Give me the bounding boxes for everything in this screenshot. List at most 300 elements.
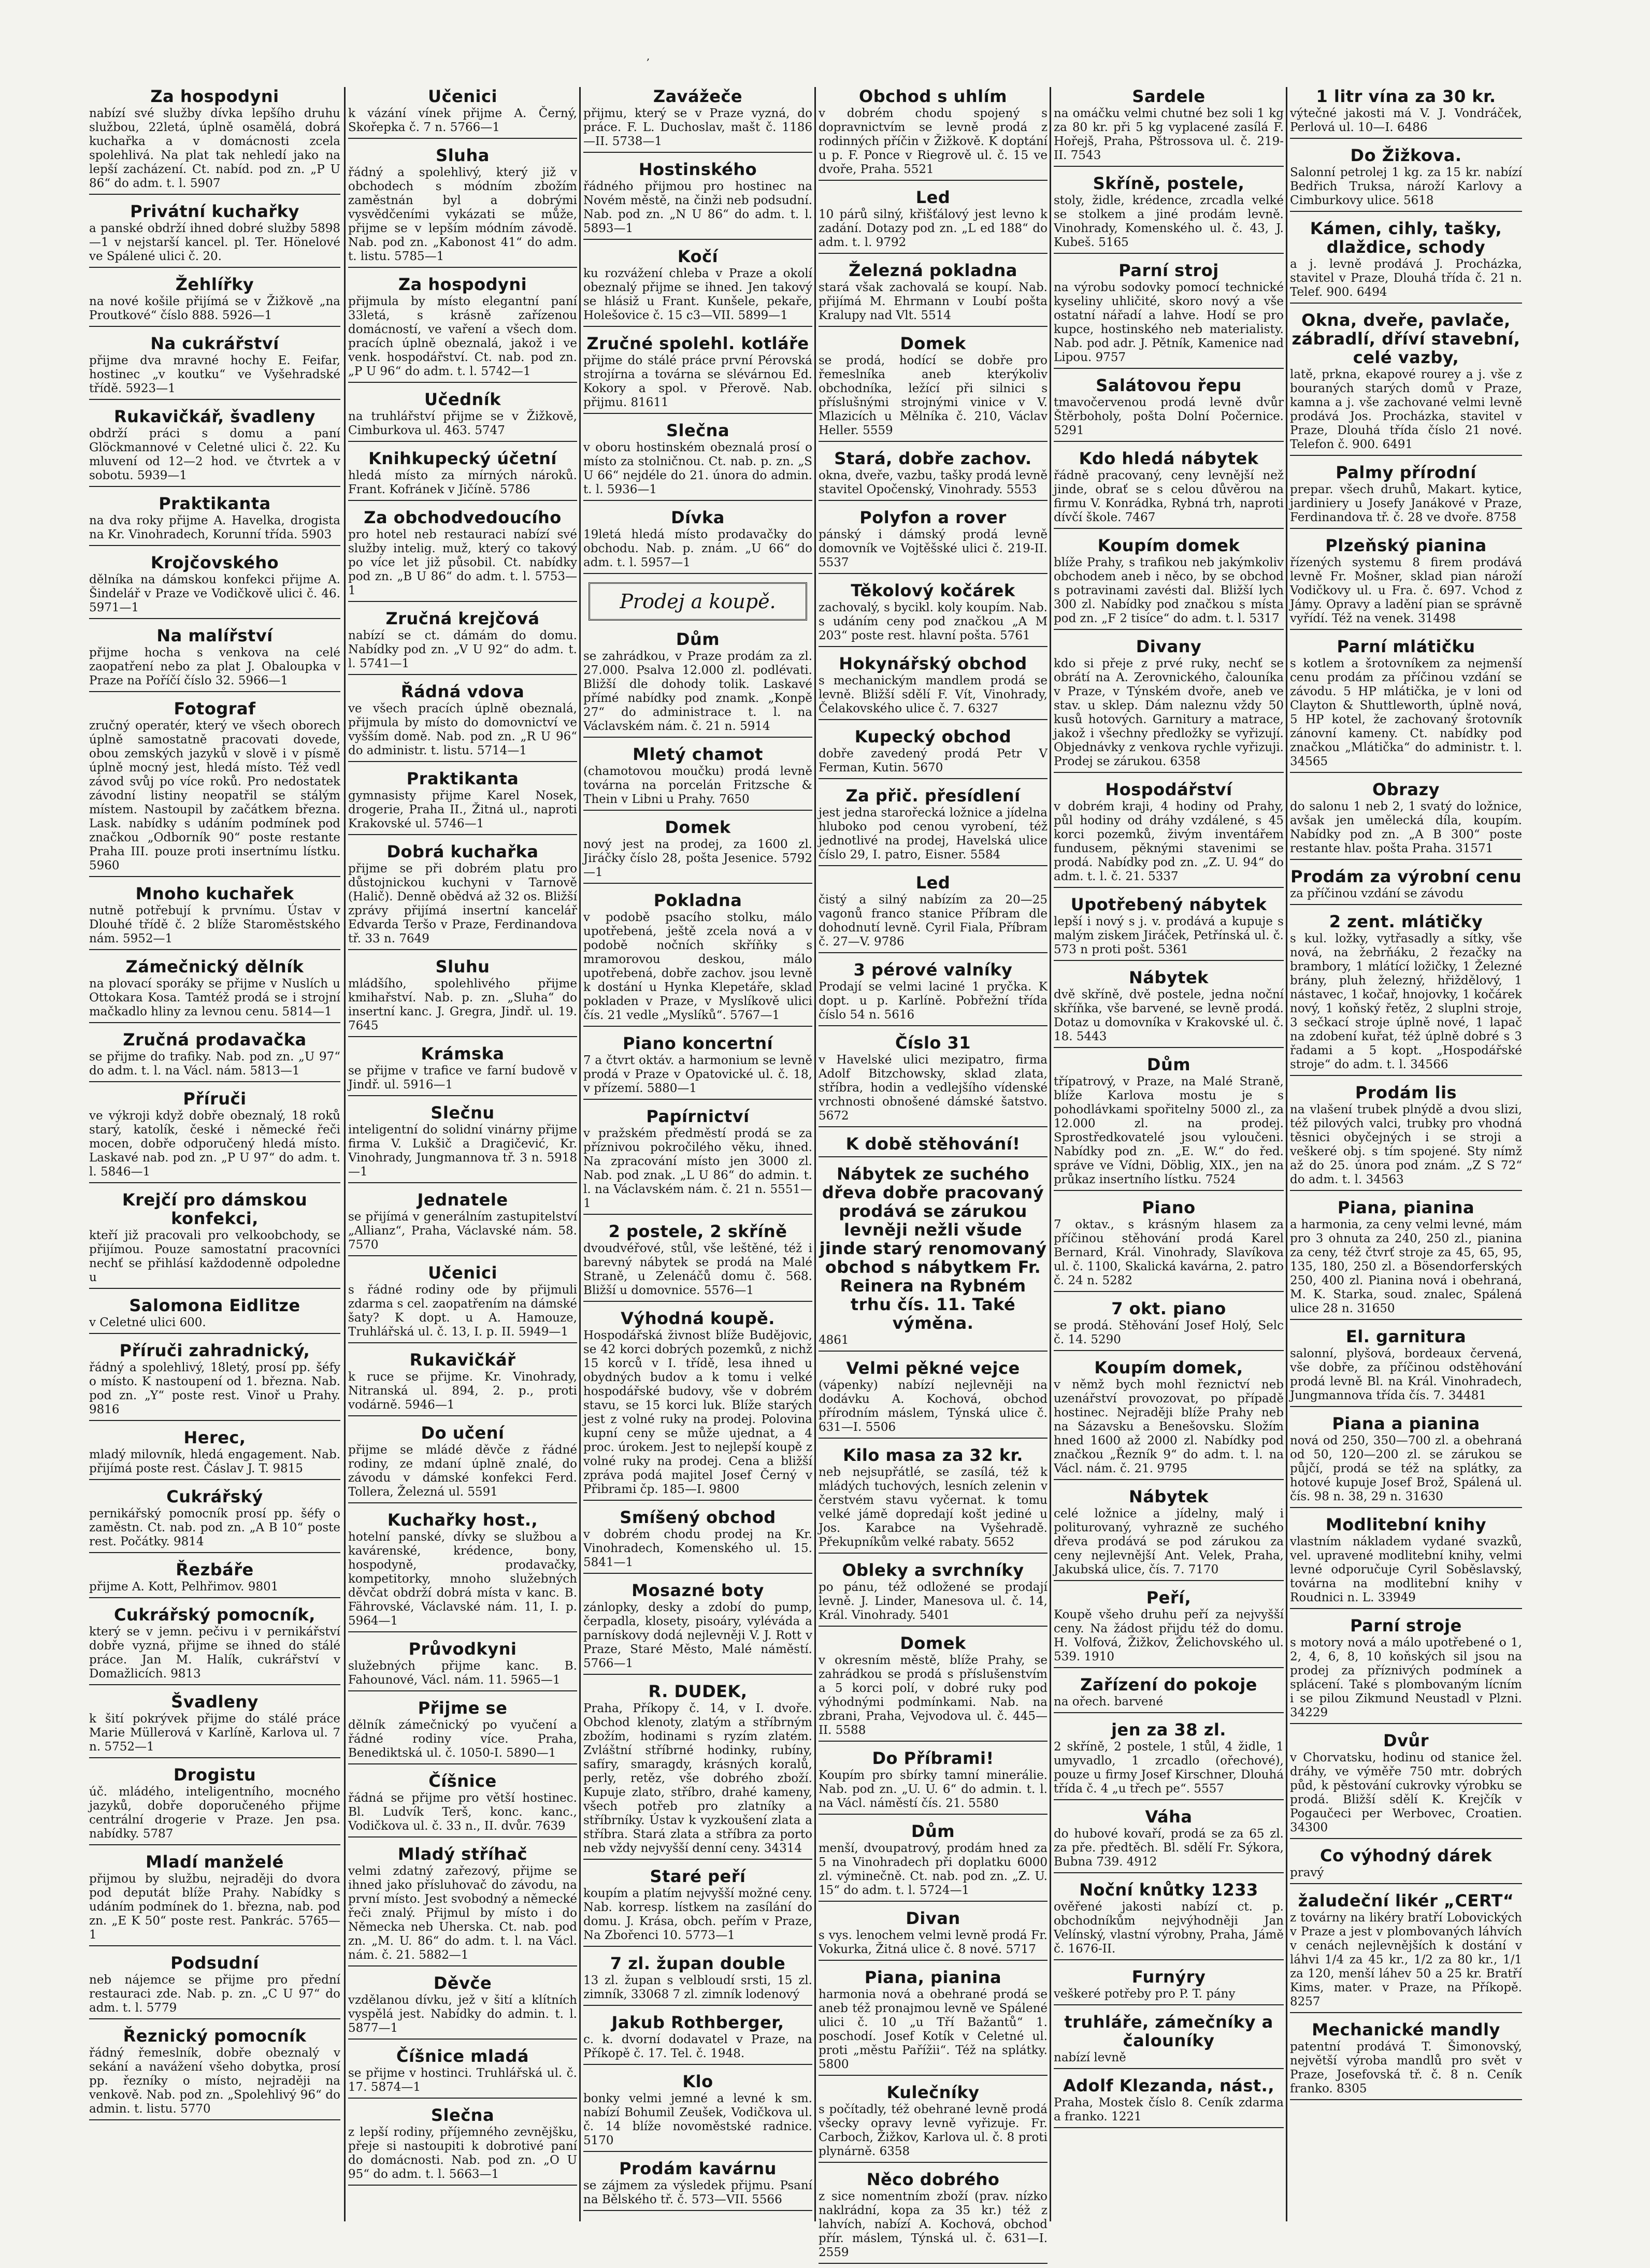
ad-separator [1290,772,1522,773]
ad-title: Za přič. přesídlení [845,786,1021,806]
ad-title: Adolf Klezanda, nást., [1063,2076,1274,2095]
classified-ad [1054,968,1284,1048]
ad-separator [819,1156,1048,1157]
ad-separator [348,2098,577,2099]
ad-title: Dům [911,1821,955,1841]
column-5 [1054,87,1284,2221]
ad-title: Co výhodný dárek [1319,1846,1493,1865]
ad-title: Domek [900,1633,966,1653]
classified-ad [348,1511,577,1632]
classified-ad [348,449,577,501]
ad-separator [348,834,577,835]
ad-title: Divan [906,1908,960,1928]
ad-title: Kupecký obchod [854,727,1012,747]
ad-title: Furnýry [1131,1967,1206,1987]
ad-separator [819,1025,1048,1026]
ad-text: řádný a spolehlivý, 18letý, prosí pp. šéfy o místo. K nastoupení od 1. března. Nab. pod zn. „Y“ poste rest. Vinoř u Prahy. 9816 [89,1361,340,1416]
ad-separator [1290,528,1522,529]
ad-separator [583,500,812,501]
classified-ad [89,202,340,268]
classified-ad [819,1165,1048,1352]
ad-text: celé ložnice a jídelny, malý i politurovaný, vyhrazně ze suchého dřeva prodává se pod zárukou za ceny nejlevnější Ant. Velek, Praha, Jakubská ulice, čís. 7. 7170 [1054,1507,1284,1576]
ad-separator [348,674,577,675]
ad-separator [1290,211,1522,212]
ad-separator [89,876,340,877]
ad-text: veškeré potřeby pro P. T. pány [1054,1987,1236,2001]
ad-title: Na cukrářství [150,334,279,353]
classified-ad [1054,2013,1284,2069]
ad-text: řádná se přijme pro větší hostinec. Bl. Ludvík Terš, konc. kanc., Vodičkova ul. č. 33 n., II. dvůr. 7639 [348,1791,577,1833]
ad-text: bonky velmi jemné a levné k sm. nabízí Bohumil Zeušek, Vodičkova ul. č. 14 blíže novoměstské radnice. 5170 [583,2092,812,2147]
ad-separator [1054,1047,1284,1048]
ad-text: 7 oktav., s krásným hlasem za příčinou stěhování prodá Karel Bernard, Král. Vinohrady, Slavíkova ul. č. 1100, Skalická kavárna, 2. patro č. 24 n. 5282 [1054,1218,1284,1287]
ad-separator [1290,1319,1522,1320]
ad-text: c. k. dvorní dodavatel v Praze, na Příkopě č. 17. Tel. č. 1948. [583,2033,812,2060]
classified-ad [1290,1846,1522,1884]
ad-title: Domek [900,334,966,353]
classified-ad [819,654,1048,720]
classified-ad [583,2072,812,2152]
ad-separator [89,194,340,195]
ad-separator [89,267,340,268]
ad-separator [583,1573,812,1574]
classified-ad [1054,1675,1284,1713]
ad-title: Rukavičkář, švadleny [113,407,316,426]
ad-separator [583,152,812,153]
ad-text: jest jedna starořecká ložnice a jídelna hluboko pod cenou vyrobení, též jednotlivé na prodej, Havelská ulice číslo 29, I. patro, Eisner. 5584 [819,806,1048,862]
ad-title: El. garnitura [1345,1327,1467,1346]
ad-separator [583,883,812,884]
classified-ad [89,1030,340,1082]
ad-text: na nové košile přijímá se v Žižkově „na Proutkové“ číslo 888. 5926—1 [89,295,340,322]
ad-title: Rukavičkář [409,1350,516,1370]
ad-title: Praktikanta [406,769,519,788]
classified-ad [583,1682,812,1860]
ad-title: Zavážeče [653,87,743,106]
ad-text: (vápenky) nabízí nejlevněji na dodávku A. Kochová, obchod přírodním máslem, Týnská ulice č. 631—I. 5506 [819,1379,1048,1434]
classified-ad [583,818,812,884]
ad-text: čistý a silný nabízím za 20—25 vagonů franco stanice Příbram dle dohodnutí levně. Cyril Fiala, Příbram č. 27—V. 9786 [819,893,1048,949]
classified-ad [1054,1198,1284,1292]
ad-separator [1054,1479,1284,1480]
ad-title: Domek [665,817,731,837]
ad-text: zručný operatér, který ve všech oborech úplně samostatně pracovati dovede, obou zemských jazyků v slově i v písmě úplně mocný jest, hledá místo. Též vedl závod svůj po více roků. Pro nedostatek závodní listiny neopatřil se stálým místem. Nastoupil by začátkem března. Lask. nabídky s udáním podmínek pod značkou „Odborník 90“ poste restante Praha III. pouze proti insertnímu lístku. 5960 [89,719,340,872]
ad-separator [819,778,1048,779]
ad-text: v podobě psacího stolku, málo upotřebená, ještě zcela nová a v podobě nočních skříňky s mramorovou deskou, málo upotřebená, dobře zachov. jsou levně k dostání u Hynka Klepetáře, sklad pokladen v Praze, v Myslíkově ulici čís. 21 vedle „Myslíků“. 5767—1 [583,911,812,1022]
classified-ad [89,1560,340,1598]
ad-separator [89,399,340,400]
ad-title: Něco dobrého [866,2170,1000,2189]
ad-text: Hospodářská živnost blíže Budějovic, se 42 korci dobrých pozemků, z nichž 15 korců v I. třídě, lesa ihned u obydných budov a k tomu i velké hospodářské budovy, vše v dobrém stavu, se 15 korci luk. Blíže starých jest z volné ruky na prodej. Polovina kupní ceny se může ujednat, a 4 proc. úrokem. Jest to nejlepší koupě z volné ruky na prodej. Cena a bližší zpráva podá majitel Josef Černý v Přibrami čp. 185—I. 9800 [583,1329,812,1496]
ad-text: s počítadly, též obehrané levně prodá všecky opravy levně vyřizuje. Fr. Carboch, Žižkov, Karlova ul. č. 8 proti plynárně. 6358 [819,2103,1048,2158]
ad-separator [819,2075,1048,2076]
classified-ad [348,1772,577,1838]
ad-title: Číšnice mladá [396,2046,529,2066]
ad-text: zachovalý, s bycikl. koly koupím. Nab. s udáním ceny pod značkou „A M 203“ poste rest. hlavní pošta. 5761 [819,601,1048,642]
ad-separator [1054,1872,1284,1873]
classified-ad [819,873,1048,953]
ad-title: Modlitební knihy [1325,1515,1487,1534]
ad-title: Skříně, postele, [1093,174,1245,193]
ad-separator [89,1552,340,1553]
ad-text: v dobrém chodu prodej na Kr. Vinohradech, Komenského ul. 15. 5841—1 [583,1528,812,1569]
column-rule [1286,87,1287,2221]
ad-text: k šití pokrývek přijme do stálé práce Marie Müllerová v Karlíně, Karlova ul. 7 n. 5752—1 [89,1712,340,1754]
classified-ad [89,1853,340,1946]
ad-text: ve všech pracích úplně obeznalá, přijmula by místo do domovnictví ve vyšším domě. Nab. pod zn. „R U 96“ do administr. t. listu. 5714—1 [348,702,577,757]
ad-text: latě, prkna, ekapové rourey a j. vše z bouraných starých domů v Praze, kamna a j. vše zachované velmi levně prodává Jos. Procházka, stavitel v Praze, Dlouhá třída číslo 21 nové. Telefon č. 900. 6491 [1290,368,1522,451]
ad-title: žaludeční likér „CERT“ [1298,1891,1514,1911]
ad-text: Salonní petrolej 1 kg. za 15 kr. nabízí Bedřich Truksa, nároží Karlovy a Cimburkovy ulice. 5618 [1290,166,1522,207]
ad-title: Parní stroje [1350,1616,1462,1635]
classified-ad [348,508,577,602]
classified-ad [348,1974,577,2040]
ad-separator [348,500,577,501]
classified-ad [819,1909,1048,1961]
ad-text: zánlopky, desky a zdobí do pump, čerpadla, klosety, pisoáry, vyléváda a parnískovy dodá nejlevněji V. J. Rott v Praze, Staré Město, Malé náměstí. 5766—1 [583,1601,812,1670]
ad-text: přijme se mládé děvče z řádné rodiny, ze mdaní úplně znalé, do závodu v dámské konfekci Ferd. Tollera, Železná ul. 5591 [348,1443,577,1499]
ad-separator [1290,1723,1522,1724]
ad-separator [819,326,1048,327]
classified-ad [819,1135,1048,1157]
classified-ad [583,1034,812,1100]
ad-text: nabízí se ct. dámám do domu. Nabídky pod zn. „V U 92“ do adm. t. l. 5741—1 [348,629,577,670]
classified-ad [583,1581,812,1675]
ad-title: Mechanické mandly [1312,2020,1500,2040]
classified-ad [89,1765,340,1845]
ad-text: přijme do stálé práce první Pérovská strojírna a továrna se slévárnou Ed. Kokory a spol. v Přerově. Nab. přijmu. 81611 [583,354,812,409]
classified-ad [819,188,1048,254]
ad-text: na omáčku velmi chutné bez soli 1 kg za 80 kr. při 5 kg vyplacené zasílá F. Hořejš, Praha, Pštrossova ul. č. 219-II. 7543 [1054,107,1284,162]
ad-separator [348,1095,577,1096]
column-3 [583,87,812,2221]
ad-separator [89,1479,340,1480]
classified-ad [1290,219,1522,304]
ad-text: který se v jemn. pečivu i v pernikářství dobře vyzná, přijme se ihned do stálé práce. Jan M. Halík, cukrářství v Domažlicích. 9813 [89,1625,340,1681]
ad-separator [819,1814,1048,1815]
column-4 [819,87,1048,2259]
classified-ad [1054,1588,1284,1668]
ad-separator [348,1255,577,1256]
classified-ad [348,390,577,442]
classified-ad [1054,536,1284,630]
ad-title: Za hospodyni [398,275,527,294]
ad-text: a j. levně prodává J. Procházka, stavitel v Praze, Dlouhá třída č. 21 n. Telef. 900. 6494 [1290,257,1522,299]
ad-title: Zručná prodavačka [123,1030,307,1050]
ad-text: ověřené jakosti nabízí ct. p. obchodníkům nejvýhodněji Jan Velínský, vlastní výrobny, Praha, Jámě č. 1676-II. [1054,1900,1284,1956]
ad-title: Kulečníky [886,2083,980,2102]
ad-title: Cukrářský pomocník, [114,1605,315,1625]
classified-ad [1290,1515,1522,1609]
ad-separator [583,1859,812,1860]
ad-separator [1290,1608,1522,1609]
column-6 [1290,87,1522,2221]
ad-text: nabízí své služby dívka lepšího druhu službou, 22letá, úplně osamělá, dobrá kuchařka a v domácnosti zcela spolehlivá. Na plat tak nehledí jako na lepší zacházení. Ct. nabíd. pod zn. „P U 86“ do adm. t. l. 5907 [89,107,340,190]
ad-separator [348,949,577,950]
ad-separator [89,1182,340,1183]
ad-text: s vys. lenochem velmi levně prodá Fr. Vokurka, Žitná ulice č. 8 nové. 5717 [819,1929,1048,1956]
ad-separator [348,382,577,383]
classified-ad [583,1222,812,1302]
classified-ad [89,1341,340,1421]
ad-text: se prodá. Stěhování Josef Holý, Selc č. 14. 5290 [1054,1319,1284,1346]
classified-ad [583,421,812,501]
ad-title: Učedník [424,390,501,409]
classified-ad [89,407,340,487]
ad-title: Upotřebený nábytek [1070,895,1267,914]
ad-separator [583,1500,812,1501]
classified-ad [819,1822,1048,1902]
ad-separator [1054,887,1284,888]
ad-title: Smíšený obchod [620,1508,776,1527]
classified-ad [819,261,1048,327]
classified-ad [348,1424,577,1503]
ad-separator [1054,2127,1284,2128]
ad-text: vzdělanou dívku, jež v šití a klítních vyspělá jest. Nabídky do admin. t. l. 5877—1 [348,1993,577,2035]
ad-title: Sluha [436,146,490,165]
classified-ad [89,884,340,950]
ad-separator [583,1026,812,1027]
classified-ad [819,2083,1048,2163]
classified-ad [819,727,1048,779]
ad-separator [1054,441,1284,442]
ad-title: Obchod s uhlím [859,87,1007,106]
ad-separator [89,326,340,327]
ad-title: Výhodná koupě. [621,1309,775,1328]
classified-ad [1290,2020,1522,2100]
ad-separator [1290,904,1522,905]
ad-title: Zámečnický dělník [125,957,304,977]
ad-separator [1290,1190,1522,1191]
classified-ad [819,1359,1048,1439]
ad-separator [89,1684,340,1685]
ad-text: ku rozvážení chleba v Praze a okolí obeznalý přijme se ihned. Jen takový se hlásiž u Frant. Kunšele, pekaře, Holešovice č. 15 c3—VII. 5899—1 [583,267,812,322]
ad-title: Zařízení do pokoje [1080,1675,1257,1695]
ad-title: Koupím domek, [1094,1358,1243,1377]
ad-separator [819,1901,1048,1902]
ad-text: z továrny na likéry bratří Lobovických v Praze a jest v plombovaných láhvích v cenách nejlevnějších k dostání v láhvi 1/4 za 45 kr., 1/2 za 80 kr., 1/1 za 120, menší láhev 50 a 25 kr. Bratří Kims, mater. v Praze, na Příkopě. 8257 [1290,1911,1522,2008]
ad-title: 1 litr vína za 30 kr. [1316,87,1496,106]
ad-title: Řeznický pomocník [123,2026,307,2046]
classified-ad [89,2027,340,2120]
ad-separator [89,1844,340,1845]
ad-text: okna, dveře, vazbu, tašky prodá levně stavitel Opočenský, Vinohrady. 5553 [819,469,1048,496]
ad-text: (chamotovou moučku) prodá levně továrna na porcelán Fritzsche & Thein v Libni u Prahy. 7650 [583,765,812,806]
classified-ad [348,1845,577,1966]
classified-ad [348,1640,577,1691]
ad-text: dvoudvéřové, stůl, vše leštěné, též i barevný nábytek se prodá na Malé Straně, u Zelenáčů domu č. 568. Bližší u domovnice. 5576—1 [583,1242,812,1297]
ad-text: 19letá hledá místo prodavačky do obchodu. Nab. p. znám. „U 66“ do adm. t. l. 5957—1 [583,528,812,569]
column-rule [344,87,346,2221]
ad-title: Krejčí pro dámskou konfekci, [122,1190,308,1228]
ad-title: Číšnice [428,1771,497,1791]
ad-separator [1290,455,1522,456]
ad-separator [819,1126,1048,1127]
ad-title: Přijme se [418,1698,508,1718]
ad-text: z sice nomentním zboží (prav. nízko naklrádní, kopa za 35 kr.) též z lahvích, nabízí A. Kochová, obchod přír. máslem, Týnská ul. č. 631—I. 2559 [819,2190,1048,2259]
ad-title: Kdo hledá nábytek [1079,449,1259,468]
ad-text: mládšího, spolehlivého přijme kmihařství. Nab. p. zn. „Sluha“ do insertní kanc. J. Gregra, Jindř. ul. 19. 7645 [348,977,577,1032]
classified-ad [1054,895,1284,961]
ad-title: Učenici [428,1263,497,1283]
ad-text: nutně potřebují k prvnímu. Ústav v Dlouhé třídě č. 2 blíže Staroměstského nám. 5952—1 [89,904,340,945]
ad-title: Stará, dobře zachov. [834,449,1032,468]
ad-separator [348,1342,577,1343]
ad-title: Praktikanta [159,494,271,513]
classified-ad [1054,1358,1284,1480]
ad-title: R. DUDEK, [648,1682,748,1701]
ad-separator [348,267,577,268]
ad-separator [89,691,340,692]
ad-text: dělníka na dámskou konfekci přijme A. Šindelář v Praze ve Vodičkově ulici č. 46. 5971—1 [89,573,340,614]
ad-text: se přijímá v generálním zastupitelství „Allianz“, Praha, Václavské nám. 58. 7570 [348,1210,577,1252]
ad-separator [819,180,1048,181]
ad-separator [583,1946,812,1947]
ad-text: na výrobu sodovky pomocí technické kyseliny uhličité, skoro nový a vše ostatní nářadí a lahve. Hodí se pro kupce, hostinského neb materialisty. Nab. pod adr. J. Pětník, Kamenice nad Lipou. 9757 [1054,281,1284,364]
ad-text: Prodají se velmi laciné 1 pryčka. K dopt. u p. Karlíně. Pobřežní třída číslo 54 n. 5616 [819,980,1048,1022]
ad-separator [583,737,812,738]
classified-ad [583,1309,812,1501]
classified-ad [1290,1198,1522,1320]
classified-ad [1054,449,1284,529]
classified-ad [1290,912,1522,1076]
ad-separator [348,1415,577,1416]
ad-text: kdo si přeje z prvé ruky, nechť se obrátí na A. Zerovnického, čalouníka v Praze, v Týnském dvoře, aneb ve stav. u sklep. Dám naleznu vždy 50 kusů hotových. Garnitury a matrace, jakož i všechny předložky se vyřizují. Objednávky z venkova rychle vyřizuji. Prodej se zárukou. 6358 [1054,657,1284,768]
ad-title: Parní mlátičku [1337,637,1475,656]
ad-text: do hubové kovaří, prodá se za 65 zl. za pře. předtěch. Bl. sdělí Fr. Sýkora, Bubna 739. 4912 [1054,1827,1284,1869]
ad-text: kteří již pracovali pro velkoobchody, se přijímou. Pouze samostatní pracovníci nechť se přihlásí každodenně odpoledne u [89,1229,340,1284]
classified-ad [1054,87,1284,167]
ad-separator [89,2119,340,2120]
classified-ad [348,1044,577,1096]
ad-title: Mletý chamot [633,744,763,764]
classified-ad [1290,637,1522,773]
ad-title: Mnoho kuchařek [135,884,294,903]
ad-title: Sluhu [435,957,490,977]
classified-ad [1290,1731,1522,1839]
ad-separator [348,2039,577,2040]
ad-separator [89,1288,340,1289]
ad-separator [1054,1667,1284,1668]
classified-ad [1054,1968,1284,2005]
ad-text: přijme hocha s venkova na celé zaopatření nebo za plat J. Obaloupka v Praze na Poříčí číslo 32. 5966—1 [89,646,340,687]
ad-title: Palmy přírodní [1336,463,1476,482]
ad-text: pernikářský pomocník prosí pp. šéfy o zaměstn. Ct. nab. pod zn. „A B 10“ poste rest. Počátky. 9814 [89,1507,340,1548]
ad-title: Do učení [421,1423,505,1443]
ad-text: s kotlem a šrotovníkem za nejmenší cenu prodám za příčinou vzdání se závodu. 5 HP mlátička, je v loni od Clayton & Shuttleworth, úplně nová, 5 HP kotel, že zachovaný šrotovník zánovní kameny. Ct. nabídky pod značkou „Mlátička“ do administr. t. l. 34565 [1290,657,1522,768]
classified-ad [1054,1881,1284,1960]
ad-title: 2 zent. mlátičky [1329,912,1483,931]
ad-separator [348,1631,577,1632]
classified-ad [348,146,577,268]
ad-title: Obrazy [1372,780,1440,799]
ad-text: v Celetné ulici 600. [89,1316,206,1329]
ad-separator [819,952,1048,953]
ad-text: se přijme do trafiky. Nab. pod zn. „U 97“ do adm. t. l. na Václ. nám. 5813—1 [89,1050,340,1078]
ad-title: Velmi pěkné vejce [846,1358,1020,1378]
ad-separator [348,2185,577,2186]
ad-text: hledá místo za mírných nároků. Frant. Kofránek v Jičíně. 5786 [348,469,577,496]
ad-separator [819,646,1048,647]
ad-title: Řezbáře [176,1560,254,1580]
ad-separator [1054,528,1284,529]
ad-title: Herec, [183,1428,246,1447]
classified-ad [89,1954,340,2019]
ad-title: Mladí manželé [146,1852,284,1872]
classified-ad [1054,376,1284,442]
ad-title: Dům [676,629,720,649]
classified-ad [583,745,812,811]
ad-text: řádně pracovaný, ceny levnější než jinde, obrať se s celou důvěrou na firmu V. Konrádka, Rybná trh, naproti dívčí škole. 7467 [1054,469,1284,524]
ad-title: Krojčovského [150,553,279,572]
classified-ad [1054,2076,1284,2128]
ad-title: Dívka [671,508,725,527]
ad-title: 3 pérové valníky [853,960,1013,980]
ad-text: s mechanickým mandlem prodá se levně. Bližší sdělí F. Vít, Vinohrady, Čelakovského ulice č. 7. 6327 [819,674,1048,715]
ad-text: v okresním městě, blíže Prahy, se zahrádkou se prodá s příslušenstvím a 5 korci polí, v dobré ruky pod výhodnými podmínkami. Nab. na zbrani, Praha, Vejvodova ul. č. 445—II. 5588 [819,1654,1048,1737]
ad-text: ve výkroji když dobře obeznalý, 18 roků starý, katolík, české i německé řeči mocen, dobře odporučený hledá místo. Laskavé nab. pod zn. „P U 97“ do adm. t. l. 5846—1 [89,1109,340,1179]
classified-ad [1290,1414,1522,1508]
ad-separator [1054,629,1284,630]
ad-text: Praha, Příkopy č. 14, v I. dvoře. Obchod klenoty, zlatým a stříbrným zbožím, hodinami s ryzím zlatém. Zvláštní stříbrné hodinky, rubíny, safíry, smaragdy, krásných koralů, perly, retěz, vše dobrého zboží. Kupuje zlato, stříbro, drahé kameny, všech potřeb pro zlatníky a stříbrníky. Ústav k vyzkoušení zlata a stříbra. Stará zlata a stříbra za porto neb vždy nejvyšší denní ceny. 34314 [583,1702,812,1855]
ad-title: Peří, [1146,1588,1192,1607]
section-heading: Prodej a koupě. [589,582,807,621]
ad-title: Příruči zahradnický, [119,1341,310,1360]
ad-text: tmavočervenou prodá levně dvůr Štěrboholy, pošta Dolní Počernice. 5291 [1054,396,1284,437]
ad-separator [1290,2099,1522,2100]
classified-ad [583,334,812,414]
classified-ad [89,1089,340,1183]
ad-separator [1054,1291,1284,1292]
ad-text: se zahrádkou, v Praze prodám za zl. 27.000. Psalva 12.000 zl. podlévati. Bližší dle dohody tolik. Laskavé přímé nabídky pod znamk. „Konpě 27“ do administrace t. l. na Václavském nám. č. 21 n. 5914 [583,650,812,733]
classified-ad [348,842,577,950]
ad-title: Staré peří [650,1867,746,1886]
ad-separator [583,1674,812,1675]
classified-ad [819,508,1048,574]
ad-text: se přijme v hostinci. Truhlářská ul. č. 17. 5874—1 [348,2066,577,2094]
ad-text: stoly, židle, krédence, zrcadla velké se stolkem a jiné prodám levně. Vinohrady, Komenského ul. č. 43, J. Kubeš. 5165 [1054,194,1284,249]
ad-title: Kuchařky host., [387,1510,538,1530]
ad-title: Dům [1146,1055,1191,1074]
classified-ad [819,786,1048,866]
ad-separator [1054,1350,1284,1351]
ad-separator [1054,772,1284,773]
ad-separator [89,1081,340,1082]
classified-ad [1054,780,1284,888]
column-rule [1050,87,1051,2221]
ad-text: k ruce se přijme. Kr. Vinohrady, Nitranská ul. 894, 2. p., proti vodárně. 5946—1 [348,1370,577,1412]
ad-separator [1290,1507,1522,1508]
classified-ad [1054,1807,1284,1873]
ad-text: k vázání vínek přijme A. Černý, Skořepka č. 7 n. 5766—1 [348,107,577,134]
ad-title: Piana a pianina [1332,1414,1480,1433]
ad-separator [583,413,812,414]
ad-separator [819,2162,1048,2163]
ad-separator [1054,960,1284,961]
ad-text: řádný a spolehlivý, který již v obchodech s módním zbožím zaměstnán byl a dobrými vysvědčeními vykázati se může, přijme se v lepším módním závodě. Nab. pod zn. „Kabonost 41“ do adm. t. listu. 5785—1 [348,166,577,263]
classified-ad [89,1428,340,1480]
ad-text: řízených systemu 8 firem prodává levně Fr. Mošner, sklad pian nároží Vodičkovy ul. u Fra. č. 697. Vchod z Jámy. Opravy a ladění pian se správně vyřídí. Též na venek. 31498 [1290,556,1522,625]
ad-separator [348,1036,577,1037]
ad-title: Nábytek [1129,968,1209,987]
classified-ad [819,449,1048,501]
ad-text: vlastním nákladem vydané svazků, vel. upravené modlitební knihy, velmi levné odporučuje Cyril Soběslavský, továrna na modlitební knihy v Roudnici n. L. 33949 [1290,1535,1522,1604]
ad-separator [1290,303,1522,304]
ad-text: přijmula by místo elegantní paní 33letá, s krásně zařízenou domácností, ve vaření a všech dom. pracích úplně obeznalá, jakož i ve venk. hospodářství. Ct. nab. pod zn. „P U 96“ do adm. t. l. 5742—1 [348,295,577,378]
classified-ad [89,957,340,1023]
classified-ad [819,1446,1048,1554]
ad-text: velmi zdatný zařezový, přijme se ihned jako přísluhovač do závodu, na první místo. Jest svobodný a německé řeči znalý. Přijmul by místo i do Německa neb Uherska. Ct. nab. pod zn. „M. U. 86“ do adm. t. l. na Václ. nám. č. 21. 5882—1 [348,1864,577,1962]
